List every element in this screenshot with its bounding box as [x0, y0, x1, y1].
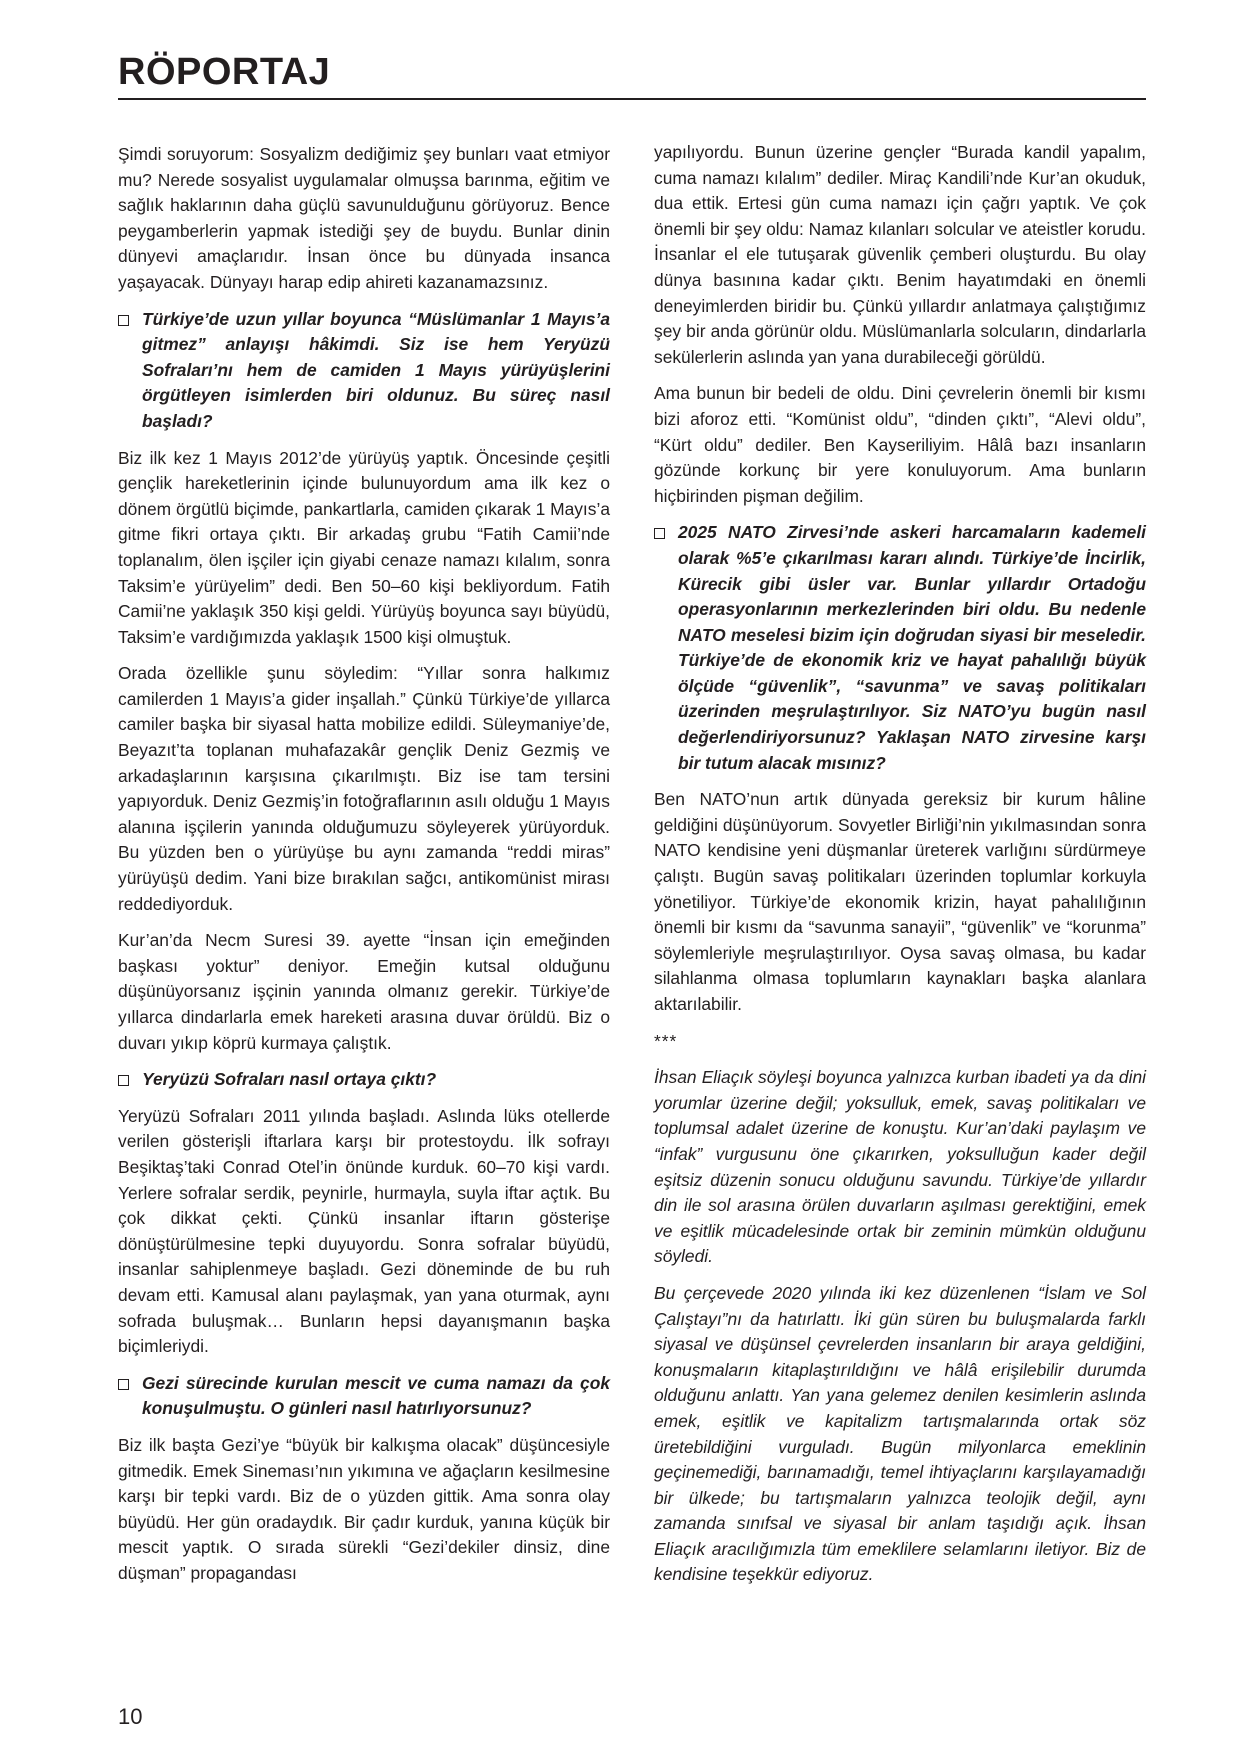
paragraph: Orada özellikle şunu söyledim: “Yıllar sonra halkımız camilerden 1 Mayıs’a gider inşallah.” Çünkü Türkiye’de yıllarca camiler başka bir siyasal hatta mobilize edildi. Süleymaniye’de, Beyazıt’ta toplanan muhafazakâr gençlik Deniz Gezmiş ve arkadaşlarının karşısına çıkarılmıştı. Biz ise tam tersini yapıyorduk. Deniz Gezmiş’in fotoğraflarının asılı olduğu 1 Mayıs alanına işçilerin yanında olduğumuzu söyleyerek yürüyorduk. Bu yüzden ben o yürüyüşe bu aynı zamanda “reddi miras” yürüyüşü dedim. Yani bize bırakılan sağcı, antikomünist mirası reddediyorduk.	[118, 663, 610, 914]
interview-question	[118, 1067, 610, 1093]
section-separator: ***	[654, 1030, 678, 1051]
question-text: Gezi sürecinde kurulan mescit ve cuma namazı da çok konuşulmuştu. O günleri nasıl hatırlıyorsunuz?	[142, 1372, 610, 1419]
page-header	[118, 50, 1146, 100]
interview-question	[118, 307, 610, 435]
checkbox-square-icon	[118, 1075, 129, 1086]
interview-question	[118, 1371, 610, 1422]
question-text: Türkiye’de uzun yıllar boyunca “Müslümanlar 1 Mayıs’a gitmez” anlayışı hâkimdi. Siz ise hem Yeryüzü Sofraları’nı hem de camiden 1 Mayıs yürüyüşlerini örgütleyen isimlerden biri oldunuz. Bu süreç nasıl başladı?	[142, 308, 610, 431]
question-text: Yeryüzü Sofraları nasıl ortaya çıktı?	[142, 1069, 437, 1090]
paragraph: Şimdi soruyorum: Sosyalizm dediğimiz şey bunları vaat etmiyor mu? Nerede sosyalist uygulamalar olmuşsa barınma, eğitim ve sağlık haklarının daha güçlü savunulduğunu görüyoruz. Bence peygamberlerin yapmak istediği şey de buydu. Bunlar dinin dünyevi amaçlarıdır. İnsan önce bu dünyada insanca yaşayacak. Dünyayı harap edip ahireti kazanamazsınız.	[118, 144, 610, 292]
paragraph: Biz ilk kez 1 Mayıs 2012’de yürüyüş yaptık. Öncesinde çeşitli gençlik hareketlerinin içinde bulunuyordum ama ilk kez o dönem örgütlü biçimde, pankartlarla, camiden çıkarak 1 Mayıs’a gitme fikri ortaya çıktı. Bir arkadaş grubu “Fatih Camii’nde toplanalım, ölen işçiler için giyabi cenaze namazı kılalım, sonra Taksim’e yürüyelim” dedi. Ben 50–60 kişi bekliyordum. Fatih Camii’ne yaklaşık 350 kişi geldi. Yürüyüş boyunca sayı büyüdü, Taksim’e vardığımızda yaklaşık 1500 kişi olmuştuk.	[118, 447, 610, 647]
page-number: 10	[118, 1704, 143, 1729]
paragraph: yapılıyordu. Bunun üzerine gençler “Burada kandil yapalım, cuma namazı kılalım” dediler. Miraç Kandili’nde Kur’an okuduk, dua ettik. Ertesi gün cuma namazı için çağrı yaptık. Ve çok önemli bir şey oldu: Namaz kılanları solcular ve ateistler korudu. İnsanlar el ele tutuşarak güvenlik çemberi oluşturdu. Bu olay dünya basınına kadar çıktı. Benim hayatımdaki en önemli deneyimlerden biridir bu. Çünkü yıllardır anlatmaya çalıştığımız şey bir anda görünür oldu. Müslümanlarla solcuların, dindarlarla sekülerlerin aslında yan yana durabileceği görüldü.	[654, 142, 1146, 367]
right-column	[654, 140, 1146, 1599]
checkbox-square-icon	[118, 315, 129, 326]
interview-question	[654, 520, 1146, 776]
checkbox-square-icon	[118, 1379, 129, 1390]
closing-paragraph: İhsan Eliaçık söyleşi boyunca yalnızca kurban ibadeti ya da dini yorumlar üzerine değil; yoksulluk, emek, savaş politikaları ve toplumsal adalet üzerine de konuştu. Kur’an’daki paylaşım ve “infak” vurgusunu öne çıkarırken, yoksulluğun kader değil eşitsiz düzenin sonucu olduğunu savundu. Türkiye’de yıllardır din ile sol arasına örülen duvarların aşılması gerektiğini, emek ve eşitlik mücadelesinde ortak bir zeminin mümkün olduğunu söyledi.	[654, 1067, 1146, 1267]
section-title: RÖPORTAJ	[118, 51, 331, 93]
left-column	[118, 142, 610, 1597]
paragraph: Kur’an’da Necm Suresi 39. ayette “İnsan için emeğinden başkası yoktur” deniyor. Emeğin kutsal olduğunu düşünüyorsanız işçinin yanında olmanız gerekir. Türkiye’de yıllarca dindarlarla emek hareketi arasına duvar örüldü. Biz o duvarı yıkıp köprü kurmaya çalıştık.	[118, 930, 610, 1053]
paragraph: Yeryüzü Sofraları 2011 yılında başladı. Aslında lüks otellerde verilen gösterişli iftarlara karşı bir protestoydu. İlk sofrayı Beşiktaş’taki Conrad Otel’in önünde kurduk. 60–70 kişi vardı. Yerlere sofralar serdik, peynirle, hurmayla, suyla iftar açtık. Bu çok dikkat çekti. Çünkü insanlar iftarın gösterişe dönüştürülmesine tepki duyuyordu. Sonra sofralar büyüdü, insanlar sahiplenmeye başladı. Gezi döneminde de bu ruh devam etti. Kamusal alanı paylaşmak, yan yana oturmak, aynı sofrada buluşmak… Bunların hepsi dayanışmanın başka biçimleriydi.	[118, 1105, 610, 1357]
checkbox-square-icon	[654, 528, 665, 539]
paragraph: Biz ilk başta Gezi’ye “büyük bir kalkışma olacak” düşüncesiyle gitmedik. Emek Sineması’nın yıkımına ve ağaçların kesilmesine karşı bir tepki vardı. Biz de o yüzden gittik. Ama sonra olay büyüdü. Her gün oradaydık. Bir çadır kurduk, yanına küçük bir mescit yaptık. O sırada sürekli “Gezi’dekiler dinsiz, dine düşman” propagandası	[118, 1434, 610, 1583]
paragraph: Ben NATO’nun artık dünyada gereksiz bir kurum hâline geldiğini düşünüyorum. Sovyetler Birliği’nin yıkılmasından sonra NATO kendisine yeni düşmanlar üreterek varlığını sürdürmeye çalıştı. Bugün savaş politikaları üzerinden toplumlar korkuyla yönetiliyor. Türkiye’de ekonomik krizin, hayat pahalılığının önemli bir kısmı da “savunma sanayii”, “güvenlik” ve “korunma” söylemleriyle meşrulaştırılıyor. Oysa savaş olmasa, bu kadar silahlanma olmasa toplumların kaynakları başka alanlara aktarılabilir.	[654, 789, 1146, 1014]
closing-paragraph: Bu çerçevede 2020 yılında iki kez düzenlenen “İslam ve Sol Çalıştayı”nı da hatırlattı. İki gün süren bu buluşmalarda farklı siyasal ve düşünsel çevrelerden insanların bir araya geldiğini, konuşmaların kitaplaştırıldığını ve hâlâ erişilebilir durumda olduğunu anlattı. Yan yana gelemez denilen kesimlerin aslında emek, eşitlik ve kapitalizm tartışmalarında ortak söz üretebildiğini vurguladı. Bugün milyonlarca emeklinin geçinemediği, barınamadığı, temel ihtiyaçlarını karşılayamadığı bir ülkede; bu tartışmaların yalnızca teolojik değil, aynı zamanda sınıfsal ve siyasal bir anlam taşıdığı açık. İhsan Eliaçık aracılığımızla tüm emeklilere selamlarını iletiyor. Biz de kendisine teşekkür ediyoruz.	[654, 1282, 1146, 1585]
paragraph: Ama bunun bir bedeli de oldu. Dini çevrelerin önemli bir kısmı bizi aforoz etti. “Komünist oldu”, “dinden çıktı”, “Alevi oldu”, “Kürt oldu” dediler. Ben Kayseriliyim. Hâlâ bazı insanların gözünde korkunç bir yere konuluyorum. Ama bunların hiçbirinden pişman değilim.	[654, 383, 1146, 506]
question-text: 2025 NATO Zirvesi’nde askeri harcamaların kademeli olarak %5’e çıkarılması kararı alındı. Türkiye’de İncirlik, Kürecik gibi üsler var. Bunlar yıllardır Ortadoğu operasyonlarının merkezlerinden biri oldu. Bu nedenle NATO meselesi bizim için doğrudan siyasi bir meseledir. Türkiye’de de ekonomik kriz ve hayat pahalılığı büyük ölçüde “güvenlik”, “savunma” ve savaş politikaları üzerinden meşrulaştırılıyor. Siz NATO’yu bugün nasıl değerlendiriyorsunuz? Yaklaşan NATO zirvesine karşı bir tutum alacak mısınız?	[678, 522, 1146, 773]
